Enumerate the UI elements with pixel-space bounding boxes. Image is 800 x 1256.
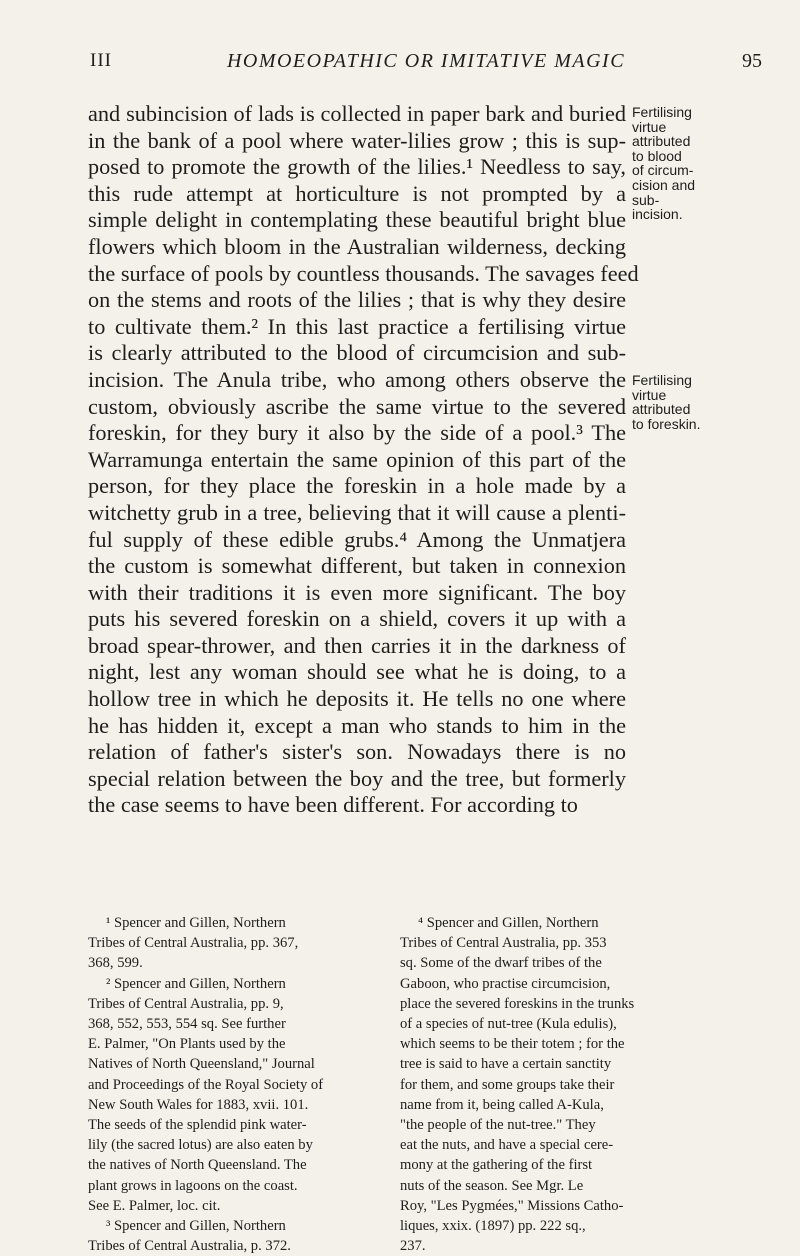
footnote-line: and Proceedings of the Royal Society of bbox=[88, 1076, 324, 1093]
text-line: Warramunga entertain the same opinion of this part of the bbox=[88, 446, 626, 472]
footnote-line: liques, xxix. (1897) pp. 222 sq., bbox=[400, 1218, 586, 1235]
text-line: hollow tree in which he deposits it. He tells no one where bbox=[88, 686, 626, 712]
text-line: incision. The Anula tribe, who among others observe the bbox=[88, 366, 626, 392]
footnote-line: sq. Some of the dwarf tribes of the bbox=[400, 955, 602, 972]
text-line: and subincision of lads is collected in paper bark and buried bbox=[88, 101, 626, 126]
footnote-line: mony at the gathering of the first bbox=[400, 1157, 593, 1174]
footnote-line: of a species of nut-tree (Kula edulis), bbox=[400, 1016, 617, 1033]
text-line: night, lest any woman should see what he is doing, to a bbox=[88, 659, 626, 685]
sidenote-line: of circum- bbox=[632, 162, 694, 179]
sidenote-line: attributed bbox=[632, 401, 691, 418]
footnote-line: the natives of North Queensland. The bbox=[88, 1157, 307, 1174]
footnote-line: nuts of the season. See Mgr. Le bbox=[400, 1177, 584, 1194]
text-line: on the stems and roots of the lilies ; that is why they desire bbox=[88, 287, 626, 313]
footnote-line: Natives of North Queensland," Journal bbox=[88, 1056, 315, 1073]
text-line: the custom is somewhat different, but taken in connexion bbox=[88, 553, 626, 579]
footnotes-right bbox=[400, 913, 672, 1256]
text-line: this rude attempt at horticulture is not prompted by a bbox=[88, 180, 626, 206]
footnote-line: 368, 552, 553, 554 sq. See further bbox=[88, 1016, 286, 1033]
sidenote-line: cision and bbox=[632, 176, 696, 193]
footnote-line: lily (the sacred lotus) are also eaten by bbox=[88, 1137, 313, 1154]
footnote-line: ² Spencer and Gillen, Northern bbox=[106, 975, 286, 992]
footnote-line: ³ Spencer and Gillen, Northern bbox=[106, 1218, 286, 1235]
page-number: 95 bbox=[742, 50, 762, 72]
chapter-number: III bbox=[90, 50, 112, 71]
running-title: HOMOEOPATHIC OR IMITATIVE MAGIC bbox=[226, 50, 626, 72]
text-line: puts his severed foreskin on a shield, covers it up with a bbox=[88, 606, 626, 632]
sidenote-foreskin bbox=[632, 373, 772, 431]
text-line: posed to promote the growth of the lilies.¹ Needless to say, bbox=[88, 154, 626, 180]
text-line: he has hidden it, except a man who stands to him in the bbox=[88, 712, 626, 738]
sidenote-line: virtue bbox=[632, 118, 667, 135]
sidenote-line: attributed bbox=[632, 133, 691, 150]
text-line: custom, obviously ascribe the same virtue to the severed bbox=[88, 393, 626, 419]
footnote-line: Gaboon, who practise circumcision, bbox=[400, 975, 611, 992]
sidenote-line: Fertilising bbox=[632, 372, 692, 388]
text-line: broad spear-thrower, and then carries it in the darkness of bbox=[88, 632, 626, 658]
footnote-line: 368, 599. bbox=[88, 955, 143, 972]
sidenote-line: sub- bbox=[632, 191, 660, 208]
text-line: flowers which bloom in the Australian wilderness, decking bbox=[88, 233, 626, 259]
footnotes-left bbox=[88, 913, 360, 1256]
footnote-line: eat the nuts, and have a special cere- bbox=[400, 1137, 614, 1154]
footnote-line: "the people of the nut-tree." They bbox=[400, 1117, 596, 1134]
footnote-line: See E. Palmer, loc. cit. bbox=[88, 1197, 221, 1214]
text-line: is clearly attributed to the blood of circumcision and sub- bbox=[88, 340, 626, 366]
footnote-line: tree is said to have a certain sanctity bbox=[400, 1056, 612, 1073]
footnote-line: for them, and some groups take their bbox=[400, 1076, 615, 1093]
text-line: the surface of pools by countless thousands. The savages feed bbox=[88, 260, 639, 286]
footnote-line: ⁴ Spencer and Gillen, Northern bbox=[418, 915, 599, 931]
text-line: person, for they place the foreskin in a hole made by a bbox=[88, 473, 626, 499]
text-line: the case seems to have been different. For according to bbox=[88, 792, 578, 818]
footnote-line: The seeds of the splendid pink water- bbox=[88, 1117, 307, 1134]
sidenote-line: incision. bbox=[632, 206, 683, 223]
sidenote-line: to blood bbox=[632, 147, 682, 164]
text-line: witchetty grub in a tree, believing that it will cause a plenti- bbox=[88, 499, 626, 525]
footnote-line: Tribes of Central Australia, pp. 367, bbox=[88, 935, 299, 952]
text-line: relation of father's sister's son. Nowadays there is no bbox=[88, 739, 626, 765]
text-line: with their traditions it is even more significant. The boy bbox=[88, 579, 626, 605]
footnote-line: 237. bbox=[400, 1238, 426, 1255]
footnote-line: name from it, being called A-Kula, bbox=[400, 1096, 604, 1113]
footnote-line: place the severed foreskins in the trunks bbox=[400, 995, 635, 1012]
main-text bbox=[88, 101, 639, 819]
footnote-line: E. Palmer, "On Plants used by the bbox=[88, 1036, 286, 1053]
sidenote-line: to foreskin. bbox=[632, 415, 701, 432]
sidenote-line: virtue bbox=[632, 386, 667, 403]
footnote-line: ¹ Spencer and Gillen, Northern bbox=[106, 915, 286, 931]
text-line: foreskin, for they bury it also by the side of a pool.³ The bbox=[88, 420, 626, 446]
running-header bbox=[90, 50, 762, 80]
footnote-line: which seems to be their totem ; for the bbox=[400, 1036, 625, 1053]
text-line: special relation between the boy and the tree, but formerly bbox=[88, 765, 626, 791]
text-line: in the bank of a pool where water-lilies grow ; this is sup- bbox=[88, 127, 626, 153]
sidenote-line: Fertilising bbox=[632, 104, 692, 120]
footnote-line: plant grows in lagoons on the coast. bbox=[88, 1177, 298, 1194]
footnote-line: Roy, "Les Pygmées," Missions Catho- bbox=[400, 1197, 624, 1214]
footnote-line: New South Wales for 1883, xvii. 101. bbox=[88, 1096, 309, 1113]
text-line: ful supply of these edible grubs.⁴ Among the Unmatjera bbox=[88, 526, 626, 552]
sidenote-blood bbox=[632, 105, 772, 222]
footnote-line: Tribes of Central Australia, pp. 353 bbox=[400, 935, 607, 952]
footnote-line: Tribes of Central Australia, pp. 9, bbox=[88, 995, 284, 1012]
text-line: to cultivate them.² In this last practice a fertilising virtue bbox=[88, 313, 626, 339]
text-line: simple delight in contemplating these beautiful bright blue bbox=[88, 207, 626, 233]
footnote-line: Tribes of Central Australia, p. 372. bbox=[88, 1238, 291, 1255]
